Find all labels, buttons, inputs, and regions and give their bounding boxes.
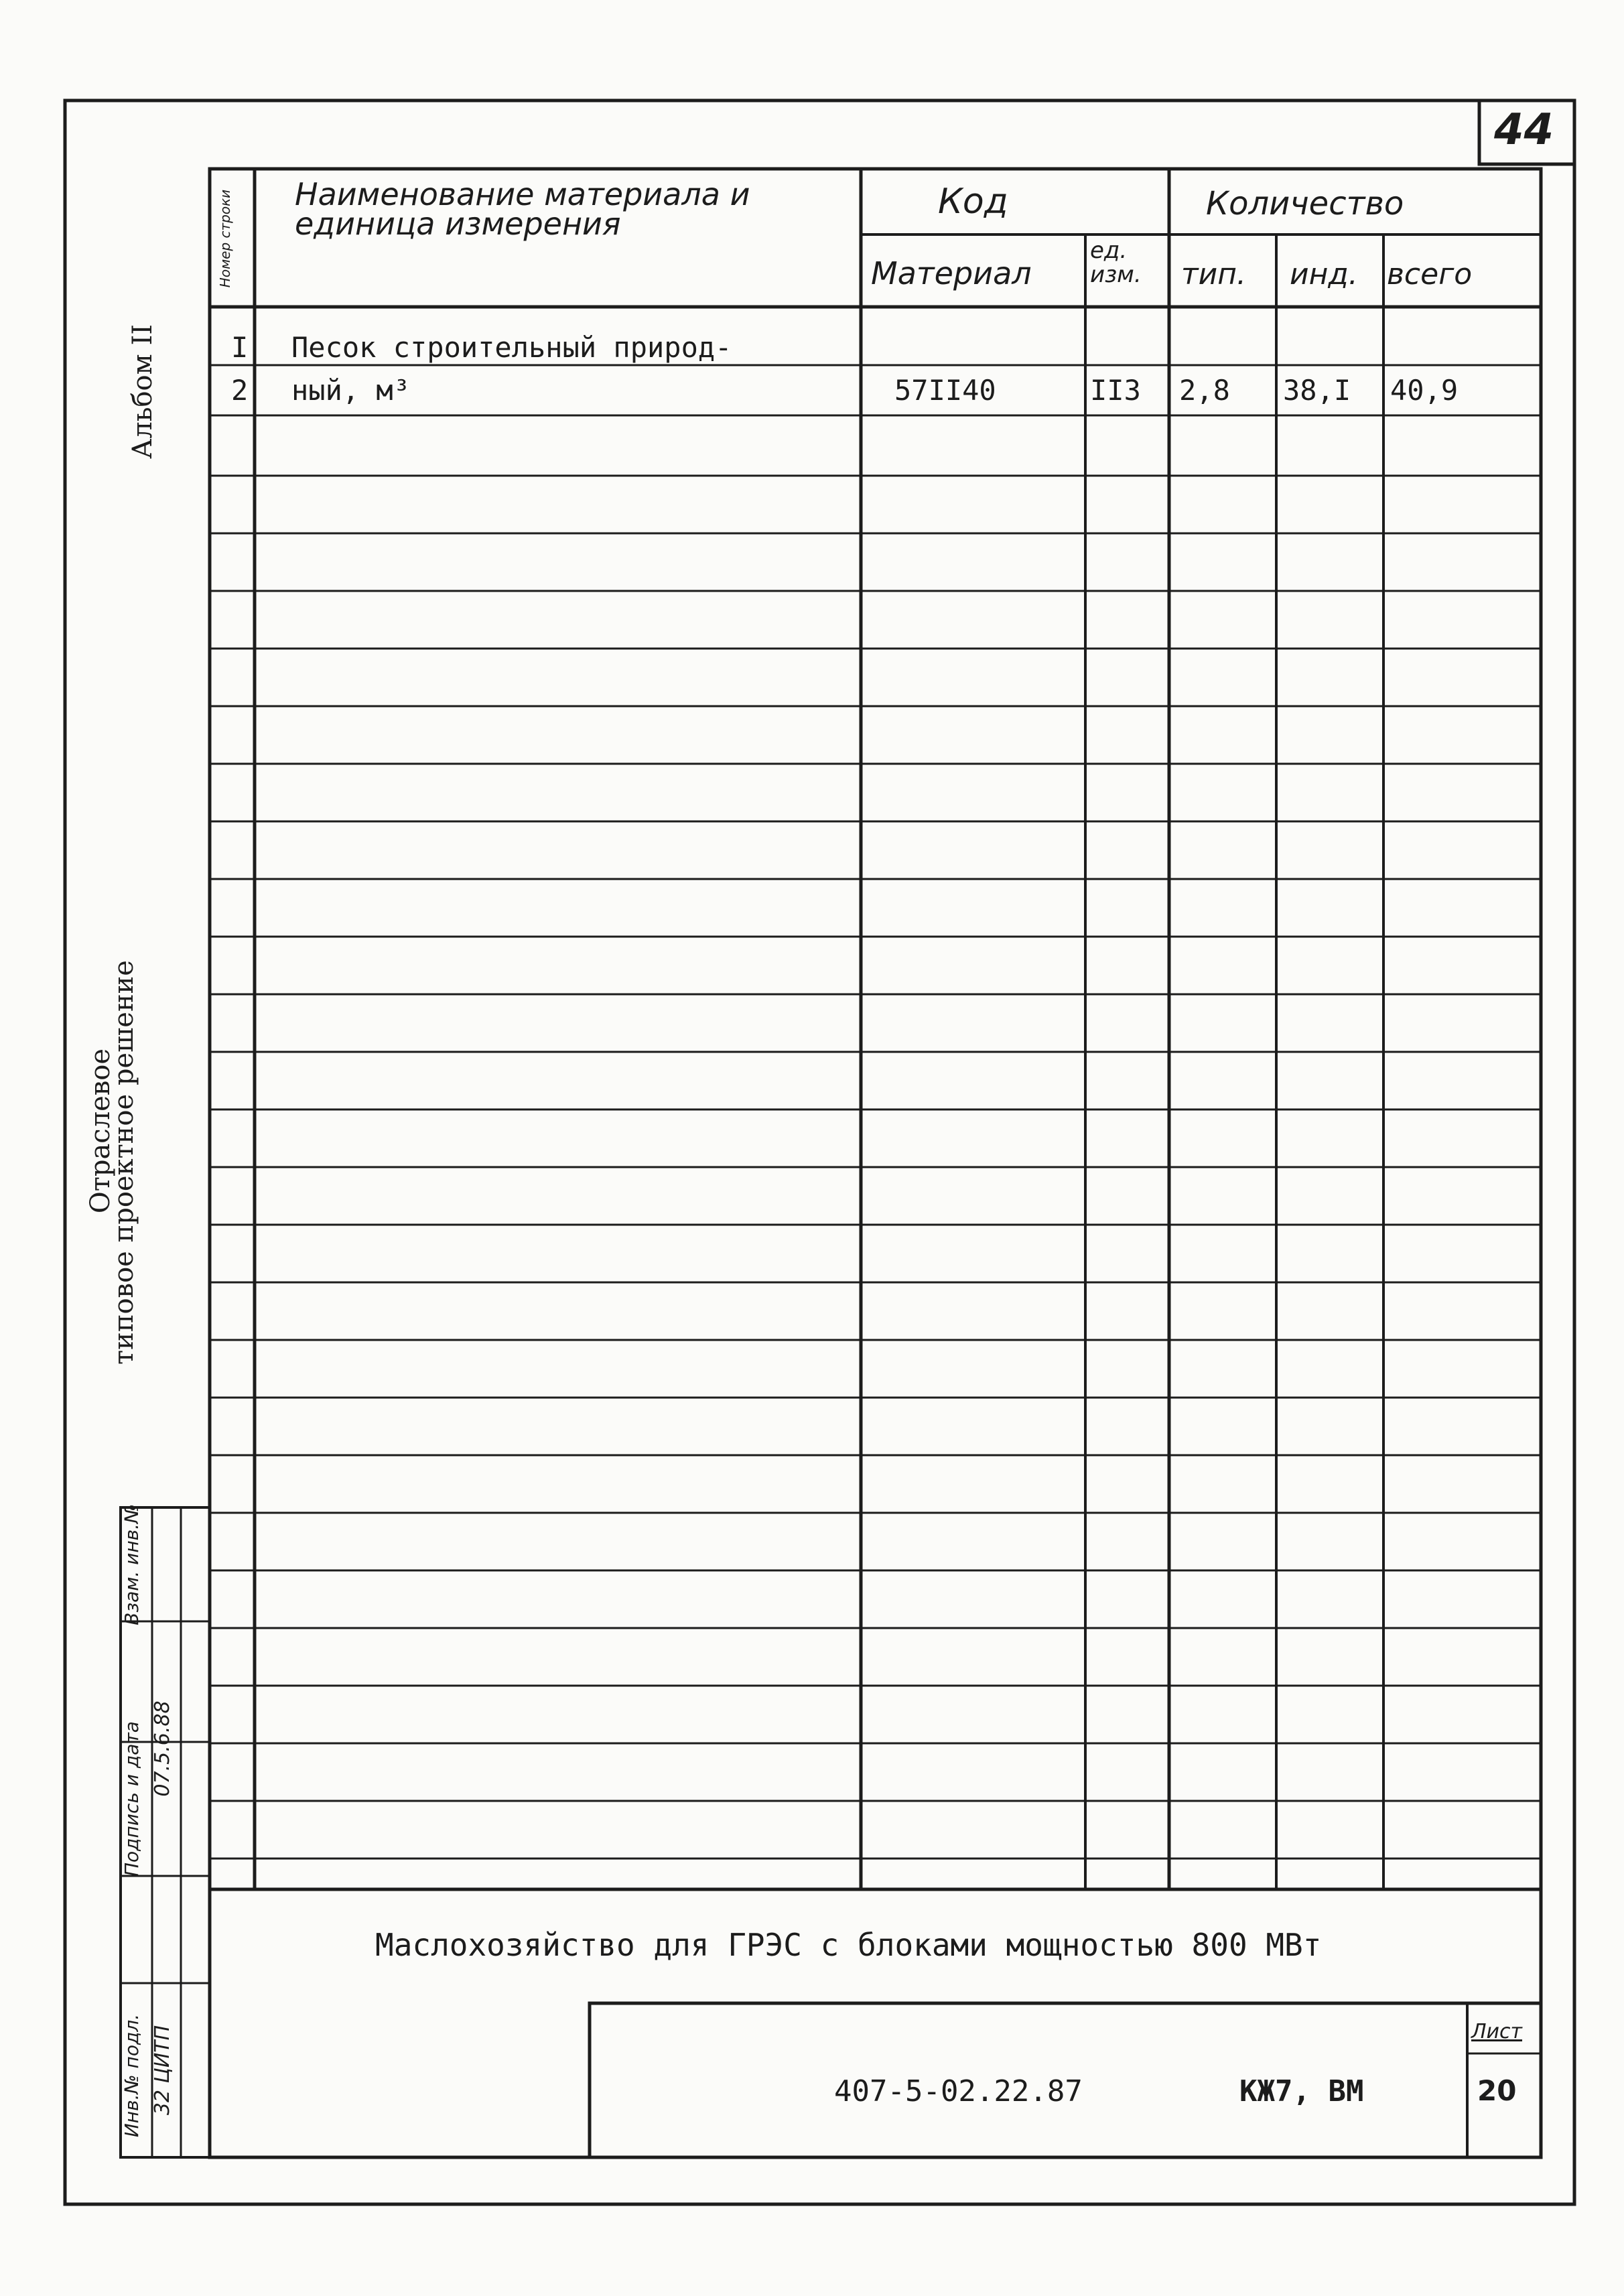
stamp-value-inv: 32 ЦИТП (151, 2025, 174, 2116)
header-row-number: Номер строки (217, 189, 233, 288)
stamp-line2: типовое проектное решение (109, 960, 139, 1365)
row-num: I (231, 331, 249, 364)
stamp-label-inv: Инв.№ подл. (121, 2013, 143, 2138)
stamp-label-sign: Подпись и дата (121, 1721, 143, 1877)
doc-mark: КЖ7, ВМ (1239, 2074, 1364, 2108)
sheet-number: 20 (1477, 2074, 1517, 2107)
row-ind: 38,I (1283, 374, 1351, 407)
header-unit: ед. изм. (1090, 237, 1142, 288)
header-name: Наименование материала и единица измерения (295, 176, 750, 242)
header-total: всего (1387, 257, 1473, 291)
page-number: 44 (1494, 105, 1554, 155)
stamp-label-replace: Взам. инв.№ (121, 1503, 143, 1625)
row-material: 57II40 (894, 374, 996, 407)
title-block-title: Маслохозяйство для ГРЭС с блоками мощностью 800 МВт (375, 1927, 1322, 1963)
row-name: ный, м³ (291, 374, 411, 407)
sheet-label: Лист (1471, 2020, 1523, 2043)
header-typ: тип. (1181, 257, 1246, 291)
header-quantity: Количество (1206, 185, 1404, 222)
doc-code: 407-5-02.22.87 (834, 2074, 1083, 2108)
header-code: Код (938, 182, 1008, 222)
header-ind: инд. (1290, 257, 1358, 291)
stamp-value-sign: 07.5.6.88 (151, 1700, 174, 1797)
album-label: Альбом II (127, 324, 158, 459)
stamp-line1: Отраслевое (85, 1048, 116, 1214)
row-num: 2 (231, 374, 249, 407)
row-total: 40,9 (1390, 374, 1459, 407)
row-typ: 2,8 (1179, 374, 1230, 407)
row-name: Песок строительный природ- (291, 331, 732, 364)
header-material: Материал (871, 255, 1032, 291)
row-unit: II3 (1090, 374, 1141, 407)
